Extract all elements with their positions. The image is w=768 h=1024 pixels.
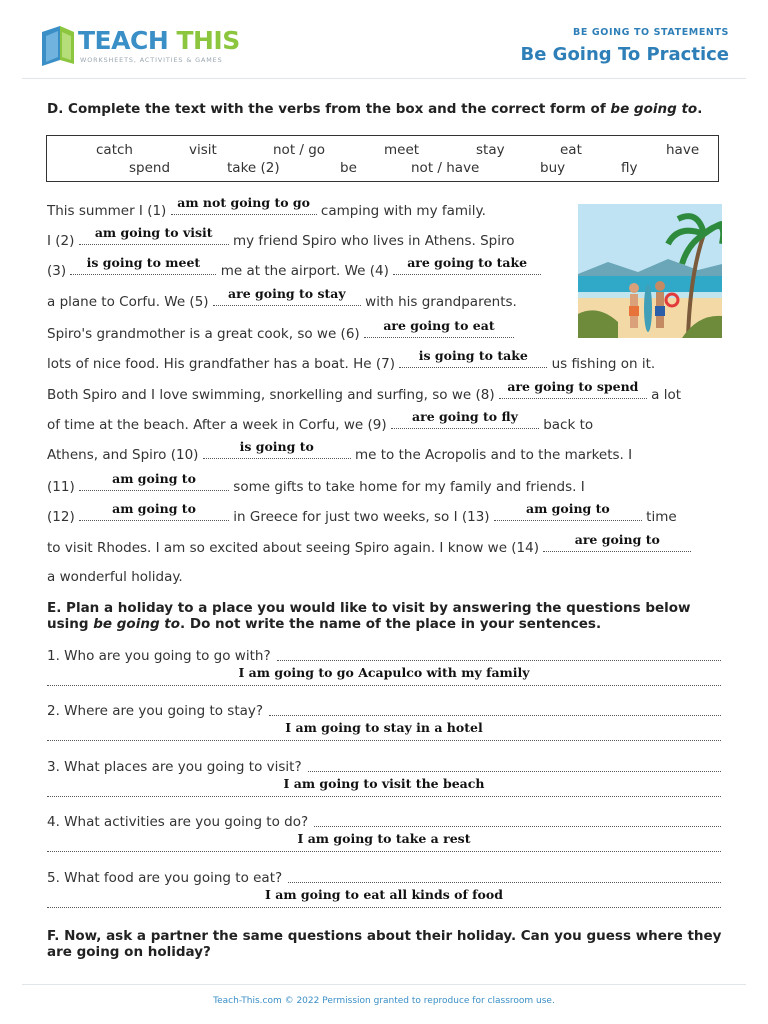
paragraph-line	[47, 439, 633, 463]
question-dotted-line	[308, 770, 721, 772]
question-line	[47, 814, 721, 830]
paragraph-text: camping with my family.	[316, 203, 486, 219]
paragraph-text: (3)	[47, 263, 71, 279]
answer-text: I am going to go Acapulco with my family	[238, 665, 530, 680]
paragraph-text: a wonderful holiday.	[47, 569, 183, 585]
word-box-item: have	[666, 142, 700, 158]
handwritten-answer: are going to fly	[412, 409, 518, 424]
handwritten-answer: is going to meet	[86, 255, 201, 270]
paragraph-line	[47, 532, 691, 556]
question-line	[47, 870, 721, 886]
answer-line[interactable]	[47, 740, 721, 741]
paragraph-text: of time at the beach. After a week in Corfu, we (9)	[47, 417, 391, 433]
handwritten-answer: am not going to go	[177, 195, 310, 210]
answer-blank[interactable]	[399, 348, 547, 368]
answer-blank[interactable]	[494, 501, 642, 521]
handwritten-answer: are going to	[574, 532, 660, 547]
handwritten-answer: is going to	[239, 439, 314, 454]
answer-blank[interactable]	[79, 501, 229, 521]
answer-blank[interactable]	[79, 471, 229, 491]
paragraph-text: Both Spiro and I love swimming, snorkelling and surfing, so we (8)	[47, 387, 499, 403]
handwritten-answer: are going to spend	[507, 379, 639, 394]
paragraph-line	[47, 255, 541, 279]
paragraph-text: in Greece for just two weeks, so I (13)	[229, 509, 494, 525]
footer-copyright: Teach-This.com © 2022 Permission granted to reproduce for classroom use.	[213, 996, 555, 1006]
header-divider	[22, 78, 746, 79]
paragraph-text: (11)	[47, 479, 80, 495]
handwritten-answer: are going to eat	[383, 318, 495, 333]
word-box-item: spend	[129, 160, 171, 176]
handwritten-answer: am going to	[525, 501, 610, 516]
answer-blank[interactable]	[393, 255, 541, 275]
word-box-item: catch	[96, 142, 133, 158]
question-line	[47, 759, 721, 775]
answer-line[interactable]	[47, 796, 721, 797]
question-line	[47, 648, 721, 664]
word-box-item: fly	[621, 160, 638, 176]
paragraph-text: back to	[538, 417, 594, 433]
question-text: 5. What food are you going to eat?	[47, 870, 283, 886]
paragraph-line	[47, 225, 515, 249]
paragraph-line	[47, 286, 517, 310]
word-box-item: take (2)	[227, 160, 280, 176]
answer-blank[interactable]	[171, 195, 317, 215]
paragraph-text: us fishing on it.	[547, 356, 656, 372]
answer-text: I am going to eat all kinds of food	[265, 887, 503, 902]
word-box-item: stay	[476, 142, 505, 158]
paragraph-line	[47, 409, 594, 433]
answer-text: I am going to take a rest	[297, 831, 471, 846]
answer-line[interactable]	[47, 685, 721, 686]
paragraph-text: to visit Rhodes. I am so excited about seeing Spiro again. I know we (14)	[47, 540, 544, 556]
paragraph-text: Spiro's grandmother is a great cook, so we (6)	[47, 326, 364, 342]
handwritten-answer: are going to take	[407, 255, 528, 270]
paragraph-line	[47, 348, 656, 372]
answer-blank[interactable]	[213, 286, 361, 306]
paragraph-line	[47, 569, 183, 585]
paragraph-line	[47, 195, 486, 219]
answer-blank[interactable]	[203, 439, 351, 459]
brand-tagline: WORKSHEETS, ACTIVITIES & GAMES	[80, 56, 223, 64]
brand-name: TEACH THIS	[78, 26, 240, 55]
word-box-item: not / have	[411, 160, 480, 176]
answer-blank[interactable]	[543, 532, 691, 552]
paragraph-text: a plane to Corfu. We (5)	[47, 294, 213, 310]
paragraph-text: a lot	[646, 387, 682, 403]
beach-illustration	[578, 204, 722, 338]
paragraph-text: I (2)	[47, 233, 79, 249]
paragraph-text: Athens, and Spiro (10)	[47, 447, 203, 463]
answer-line[interactable]	[47, 851, 721, 852]
paragraph-line	[47, 379, 682, 403]
paragraph-text: with his grandparents.	[360, 294, 517, 310]
word-box-item: be	[340, 160, 357, 176]
word-box-item: not / go	[273, 142, 326, 158]
word-box-item: eat	[560, 142, 582, 158]
paragraph-text: lots of nice food. His grandfather has a boat. He (7)	[47, 356, 400, 372]
handwritten-answer: are going to stay	[228, 286, 346, 301]
question-dotted-line	[269, 714, 721, 716]
section-d-heading: D. Complete the text with the verbs from the box and the correct form of be going to.	[47, 101, 703, 117]
answer-text: I am going to stay in a hotel	[285, 720, 483, 735]
paragraph-text: This summer I (1)	[47, 203, 171, 219]
answer-blank[interactable]	[364, 318, 514, 338]
handwritten-answer: is going to take	[418, 348, 528, 363]
page-title: Be Going To Practice	[520, 44, 729, 65]
answer-blank[interactable]	[70, 255, 216, 275]
question-dotted-line	[288, 881, 721, 883]
paragraph-line	[47, 471, 585, 495]
footer-divider	[22, 984, 746, 985]
question-text: 1. Who are you going to go with?	[47, 648, 271, 664]
answer-text: I am going to visit the beach	[283, 776, 485, 791]
question-text: 2. Where are you going to stay?	[47, 703, 264, 719]
teach-this-logo-icon	[36, 24, 80, 68]
paragraph-text: (12)	[47, 509, 80, 525]
paragraph-text: me to the Acropolis and to the markets. I	[350, 447, 633, 463]
handwritten-answer: am going to	[112, 501, 196, 516]
section-f-heading: F. Now, ask a partner the same questions about their holiday. Can you guess where they are going on holiday?	[47, 928, 722, 960]
answer-blank[interactable]	[391, 409, 539, 429]
paragraph-line	[47, 318, 514, 342]
section-label: BE GOING TO STATEMENTS	[573, 27, 729, 38]
word-box-item: buy	[540, 160, 566, 176]
question-dotted-line	[277, 659, 721, 661]
paragraph-line	[47, 501, 677, 525]
word-box	[46, 135, 719, 182]
answer-line[interactable]	[47, 907, 721, 908]
word-box-item: meet	[384, 142, 420, 158]
paragraph-text: some gifts to take home for my family and friends. I	[229, 479, 585, 495]
section-e-heading: E. Plan a holiday to a place you would like to visit by answering the questions below using be going to. Do not write the name of the place in your sentences.	[47, 600, 691, 632]
question-text: 3. What places are you going to visit?	[47, 759, 302, 775]
question-text: 4. What activities are you going to do?	[47, 814, 309, 830]
paragraph-text: time	[641, 509, 677, 525]
paragraph-text: my friend Spiro who lives in Athens. Spiro	[228, 233, 515, 249]
handwritten-answer: am going to visit	[94, 225, 213, 240]
answer-blank[interactable]	[79, 225, 229, 245]
word-box-item: visit	[189, 142, 217, 158]
question-dotted-line	[314, 825, 721, 827]
answer-blank[interactable]	[499, 379, 647, 399]
paragraph-text: me at the airport. We (4)	[216, 263, 394, 279]
handwritten-answer: am going to	[112, 471, 196, 486]
question-line	[47, 703, 721, 719]
